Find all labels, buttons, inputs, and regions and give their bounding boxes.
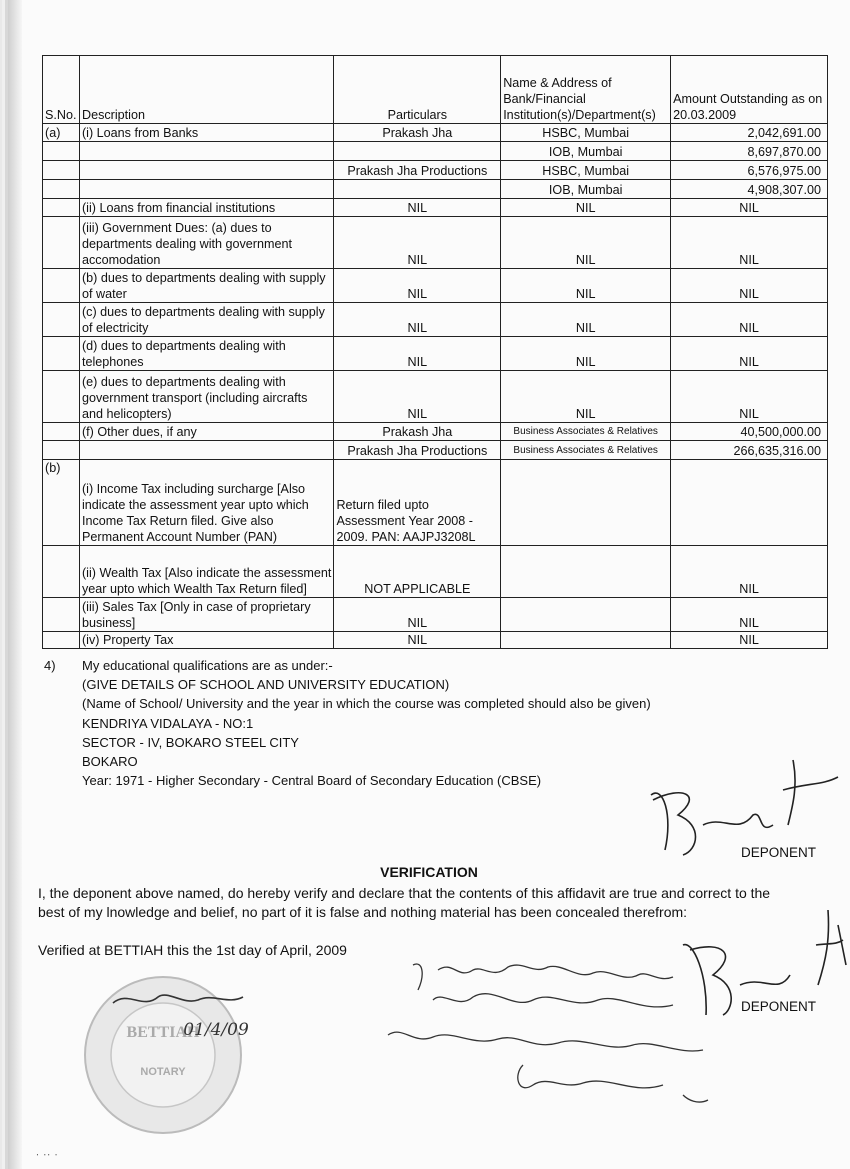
cell-description xyxy=(79,180,333,199)
cell-sno xyxy=(43,632,80,649)
cell-sno xyxy=(43,598,80,632)
education-line: (Name of School/ University and the year in which the course was completed should also be given) xyxy=(82,696,651,712)
cell-bank xyxy=(501,460,671,546)
table-row xyxy=(43,598,828,632)
table-row xyxy=(43,142,828,161)
cell-bank: NIL xyxy=(501,269,671,303)
cell-description: (b) dues to departments dealing with supply of water xyxy=(79,269,333,303)
cell-particulars: Prakash Jha xyxy=(334,423,501,441)
verification-title: VERIFICATION xyxy=(380,864,478,880)
education-line: Year: 1971 - Higher Secondary - Central Board of Secondary Education (CBSE) xyxy=(82,773,542,789)
education-line: KENDRIYA VIDALAYA - NO:1 xyxy=(82,715,254,731)
cell-bank: Business Associates & Relatives xyxy=(501,441,671,460)
cell-particulars: NIL xyxy=(334,303,501,337)
cell-amount: 2,042,691.00 xyxy=(671,124,828,142)
cell-sno xyxy=(43,142,80,161)
cell-bank xyxy=(501,632,671,649)
cell-description: (d) dues to departments dealing with telephones xyxy=(79,337,333,371)
table-row xyxy=(43,546,828,598)
table-row xyxy=(43,632,828,649)
cell-particulars: Prakash Jha xyxy=(334,124,501,142)
cell-bank: NIL xyxy=(501,303,671,337)
education-line: BOKARO xyxy=(82,754,138,770)
header-sno: S.No. xyxy=(43,56,80,124)
cell-amount: NIL xyxy=(671,217,828,269)
stamp-city: BETTIAH xyxy=(126,1024,200,1041)
table-row xyxy=(43,161,828,180)
cell-sno xyxy=(43,423,80,441)
header-description: Description xyxy=(79,56,333,124)
cell-sno xyxy=(43,180,80,199)
table-row xyxy=(43,441,828,460)
cell-amount: NIL xyxy=(671,546,828,598)
cell-description: (ii) Loans from financial institutions xyxy=(79,199,333,217)
scan-edge xyxy=(8,0,22,1169)
cell-sno: (a) xyxy=(43,124,80,142)
cell-sno xyxy=(43,217,80,269)
cell-particulars: NIL xyxy=(334,598,501,632)
cell-amount: NIL xyxy=(671,269,828,303)
cell-description: (iv) Property Tax xyxy=(79,632,333,649)
cell-particulars: NIL xyxy=(334,371,501,423)
cell-amount: NIL xyxy=(671,598,828,632)
cell-amount: NIL xyxy=(671,337,828,371)
cell-description xyxy=(79,142,333,161)
table-row xyxy=(43,217,828,269)
cell-particulars: Prakash Jha Productions xyxy=(334,441,501,460)
header-bank: Name & Address of Bank/Financial Institution(s)/Department(s) xyxy=(501,56,671,124)
cell-bank: IOB, Mumbai xyxy=(501,180,671,199)
handwritten-note xyxy=(383,955,723,1120)
cell-sno xyxy=(43,337,80,371)
cell-particulars xyxy=(334,180,501,199)
cell-description: (c) dues to departments dealing with supply of electricity xyxy=(79,303,333,337)
cell-particulars: NIL xyxy=(334,217,501,269)
cell-description: (f) Other dues, if any xyxy=(79,423,333,441)
stamp-notary: NOTARY xyxy=(140,1066,186,1078)
education-line: My educational qualifications are as under:- xyxy=(82,658,333,673)
cell-particulars: NIL xyxy=(334,269,501,303)
cell-bank: NIL xyxy=(501,337,671,371)
deponent-label: DEPONENT xyxy=(741,845,817,860)
table-header-row xyxy=(43,56,828,124)
section-number: 4) xyxy=(44,658,56,673)
education-line: SECTOR - IV, BOKARO STEEL CITY xyxy=(82,734,299,750)
notary-stamp xyxy=(68,975,268,1145)
cell-amount: 6,576,975.00 xyxy=(671,161,828,180)
cell-amount xyxy=(671,460,828,546)
cell-particulars xyxy=(334,142,501,161)
cell-amount: NIL xyxy=(671,303,828,337)
cell-particulars: NIL xyxy=(334,199,501,217)
cell-bank xyxy=(501,598,671,632)
cell-bank: NIL xyxy=(501,371,671,423)
cell-sno xyxy=(43,303,80,337)
cell-sno xyxy=(43,199,80,217)
cell-particulars: NIL xyxy=(334,632,501,649)
cell-sno xyxy=(43,441,80,460)
cell-particulars: Return filed upto Assessment Year 2008 - 2009. PAN: AAJPJ3208L xyxy=(334,460,501,546)
cell-description: (iii) Sales Tax [Only in case of proprietary business] xyxy=(79,598,333,632)
cell-amount: 266,635,316.00 xyxy=(671,441,828,460)
cell-description: (i) Income Tax including surcharge [Also indicate the assessment year upto which Income Tax Return filed. Give also Permanent Account Number (PAN) xyxy=(79,460,333,546)
stamp-date: 01/4/09 xyxy=(183,1020,249,1040)
document-page xyxy=(8,0,850,1169)
verification-text: I, the deponent above named, do hereby verify and declare that the contents of this affidavit are true and correct to the best of my lnowledge and belief, no part of it is false and nothing material has been concealed therefrom: xyxy=(38,885,771,920)
deponent-label: DEPONENT xyxy=(741,999,817,1014)
table-row xyxy=(43,460,828,546)
education-line: (GIVE DETAILS OF SCHOOL AND UNIVERSITY EDUCATION) xyxy=(82,677,450,693)
cell-particulars: NIL xyxy=(334,337,501,371)
cell-amount: NIL xyxy=(671,632,828,649)
cell-bank: NIL xyxy=(501,199,671,217)
cell-amount: 4,908,307.00 xyxy=(671,180,828,199)
table-row xyxy=(43,337,828,371)
liabilities-table xyxy=(42,55,828,649)
cell-sno xyxy=(43,546,80,598)
cell-amount: 8,697,870.00 xyxy=(671,142,828,161)
cell-bank: HSBC, Mumbai xyxy=(501,161,671,180)
cell-amount: 40,500,000.00 xyxy=(671,423,828,441)
cell-description xyxy=(79,441,333,460)
cell-description: (ii) Wealth Tax [Also indicate the assessment year upto which Wealth Tax Return filed] xyxy=(79,546,333,598)
cell-bank: HSBC, Mumbai xyxy=(501,124,671,142)
cell-description: (iii) Government Dues: (a) dues to departments dealing with government accomodation xyxy=(79,217,333,269)
cell-sno xyxy=(43,371,80,423)
cell-sno: (b) xyxy=(43,460,80,546)
table-row xyxy=(43,423,828,441)
table-row xyxy=(43,371,828,423)
table-row xyxy=(43,303,828,337)
cell-bank: NIL xyxy=(501,217,671,269)
cell-particulars: NOT APPLICABLE xyxy=(334,546,501,598)
cell-bank: IOB, Mumbai xyxy=(501,142,671,161)
cell-description xyxy=(79,161,333,180)
cell-amount: NIL xyxy=(671,199,828,217)
scan-noise: ‧ ‧‧ ‧ xyxy=(36,1150,59,1160)
cell-description: (i) Loans from Banks xyxy=(79,124,333,142)
verification-place: Verified at BETTIAH this the 1st day of April, 2009 xyxy=(38,942,347,958)
cell-bank: Business Associates & Relatives xyxy=(501,423,671,441)
header-amount: Amount Outstanding as on 20.03.2009 xyxy=(671,56,828,124)
table-row xyxy=(43,124,828,142)
header-particulars: Particulars xyxy=(334,56,501,124)
cell-amount: NIL xyxy=(671,371,828,423)
cell-bank xyxy=(501,546,671,598)
cell-sno xyxy=(43,161,80,180)
table-row xyxy=(43,180,828,199)
table-row xyxy=(43,269,828,303)
cell-sno xyxy=(43,269,80,303)
table-row xyxy=(43,199,828,217)
cell-description: (e) dues to departments dealing with government transport (including aircrafts and helicopters) xyxy=(79,371,333,423)
cell-particulars: Prakash Jha Productions xyxy=(334,161,501,180)
